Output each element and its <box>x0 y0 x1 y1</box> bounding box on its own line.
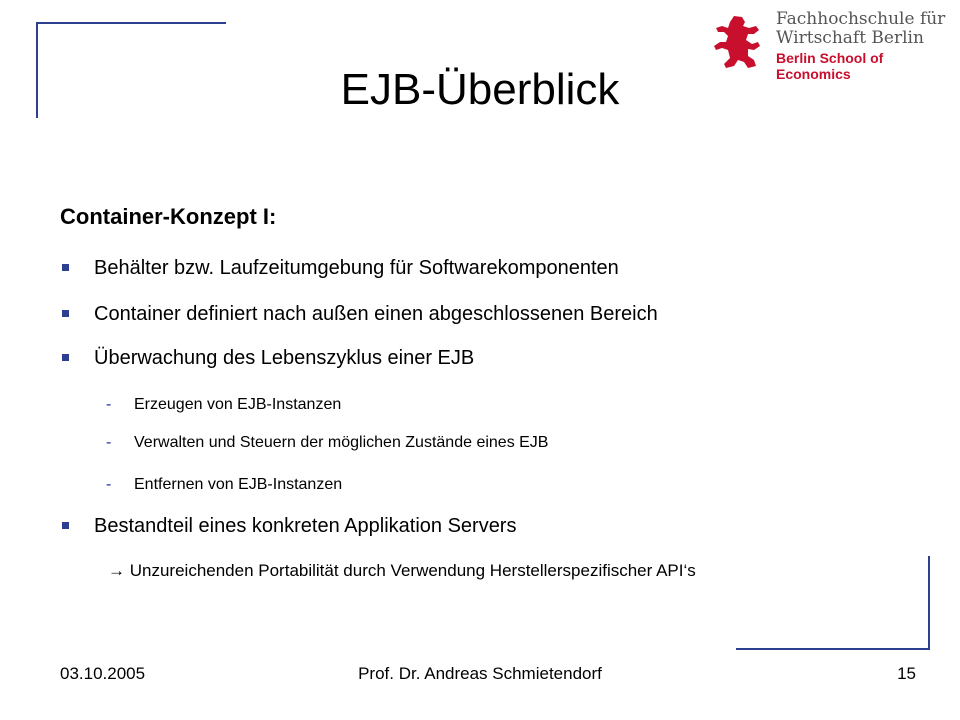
square-bullet-icon <box>62 522 69 529</box>
sub-bullet-text: Entfernen von EJB-Instanzen <box>134 476 343 493</box>
bullet-text: Bestandteil eines konkreten Applikation Servers <box>94 515 517 537</box>
arrow-note-text: Unzureichenden Portabilität durch Verwendung Herstellerspezifischer API‘s <box>129 561 696 580</box>
footer-author: Prof. Dr. Andreas Schmietendorf <box>358 664 602 683</box>
frame-line-top-horizontal <box>36 22 226 24</box>
footer-page-number: 15 <box>897 664 916 683</box>
bullet-text: Überwachung des Lebenszyklus einer EJB <box>94 347 475 369</box>
dash-bullet-icon: - <box>106 476 112 493</box>
logo-line-2: Wirtschaft Berlin <box>776 28 924 49</box>
sub-bullet-text: Verwalten und Steuern der möglichen Zustände eines EJB <box>134 434 549 451</box>
bullet-text: Container definiert nach außen einen abgeschlossenen Bereich <box>94 303 658 325</box>
dash-bullet-icon: - <box>106 396 112 413</box>
sub-bullet-item <box>106 432 548 454</box>
sub-bullet-item <box>106 394 341 416</box>
right-arrow-icon: → <box>108 561 130 580</box>
sub-bullet-text: Erzeugen von EJB-Instanzen <box>134 396 342 413</box>
frame-line-bottom-vertical <box>928 556 930 650</box>
slide-title: EJB-Überblick <box>340 65 620 114</box>
frame-line-bottom-horizontal <box>736 648 930 650</box>
logo-line-1: Fachhochschule für <box>776 9 946 29</box>
bullet-text: Behälter bzw. Laufzeitumgebung für Softwarekomponenten <box>94 257 619 279</box>
bullet-item <box>60 254 619 282</box>
dash-bullet-icon: - <box>106 434 112 451</box>
section-heading: Container-Konzept I: <box>60 204 277 229</box>
square-bullet-icon <box>62 310 69 317</box>
bullet-item <box>60 344 474 372</box>
bullet-item <box>60 300 658 328</box>
footer-date: 03.10.2005 <box>60 664 146 683</box>
arrow-note <box>108 560 696 582</box>
square-bullet-icon <box>62 354 69 361</box>
slide-content <box>60 202 920 580</box>
square-bullet-icon <box>62 264 69 271</box>
logo-line-3: Berlin School of Economics <box>776 50 884 82</box>
sub-bullet-item <box>106 474 342 496</box>
bullet-item <box>60 512 516 540</box>
